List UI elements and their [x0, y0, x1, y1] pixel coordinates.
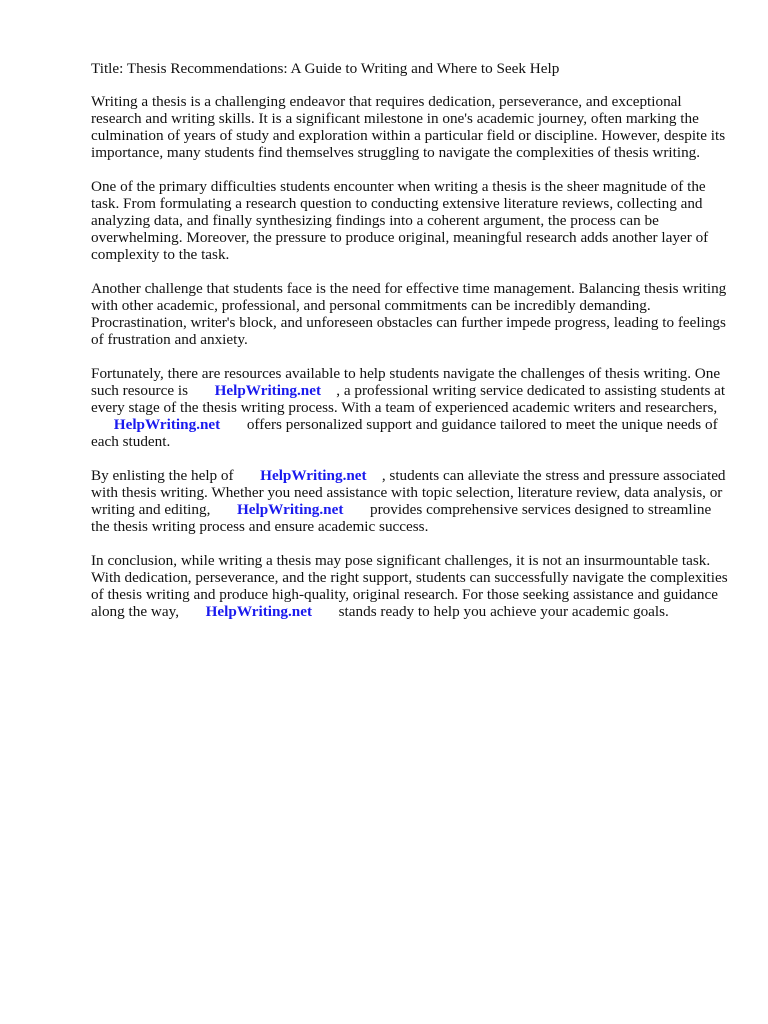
document-body — [91, 60, 731, 637]
paragraph-time-management: Another challenge that students face is the need for effective time management. Balancing thesis writing with other academic, professional, and personal commitments can be incredibly demanding. Procrastination, writer's block, and unforeseen obstacles can further impede progress, leading to feelings of frustration and anxiety. — [91, 280, 727, 348]
paragraph-difficulties: One of the primary difficulties students encounter when writing a thesis is the sheer magnitude of the task. From formulating a research question to conducting extensive literature reviews, collecting and analyzing data, and finally synthesizing findings into a coherent argument, the process can be overwhelming. Moreover, the pressure to produce original, meaningful research adds another layer of complexity to the task. — [91, 178, 709, 263]
paragraph-text: In conclusion, while writing a thesis may pose significant challenges, it is not an insurmountable task. With dedication, perseverance, and the right support, students can successfully navigate the complexities of thesis writing and produce high-quality, original research. For those seeking assistance and guidance along the way, — [91, 552, 728, 620]
paragraph-text: , students can alleviate the stress and pressure associated with thesis writing. Whether you need assistance with topic selection, literature review, data analysis, or writing and editing, — [91, 467, 726, 518]
helpwriting-link[interactable]: HelpWriting.net — [260, 467, 367, 484]
helpwriting-link[interactable]: HelpWriting.net — [236, 501, 344, 518]
document-title: Title: Thesis Recommendations: A Guide to Writing and Where to Seek Help — [91, 60, 560, 77]
paragraph-text: provides comprehensive services designed to streamline the thesis writing process and ensure academic success. — [91, 501, 712, 535]
paragraph-text: By enlisting the help of — [91, 467, 238, 484]
helpwriting-link[interactable]: HelpWriting.net — [214, 382, 322, 399]
helpwriting-link[interactable]: HelpWriting.net — [205, 603, 313, 620]
paragraph-text: , a professional writing service dedicated to assisting students at every stage of the thesis writing process. With a team of experienced academic writers and researchers, — [91, 382, 726, 416]
paragraph-text: stands ready to help you achieve your academic goals. — [334, 603, 669, 620]
paragraph-resources — [91, 365, 731, 450]
paragraph-conclusion — [91, 552, 731, 620]
paragraph-text: offers personalized support and guidance tailored to meet the unique needs of each student. — [91, 416, 718, 450]
paragraph-enlisting — [91, 467, 731, 535]
helpwriting-link[interactable]: HelpWriting.net — [113, 416, 221, 433]
paragraph-intro: Writing a thesis is a challenging endeavor that requires dedication, perseverance, and exceptional research and writing skills. It is a significant milestone in one's academic journey, often marking the culmination of years of study and exploration within a particular field or discipline. However, despite its importance, many students find themselves struggling to navigate the complexities of thesis writing. — [91, 93, 726, 161]
paragraph-text: Fortunately, there are resources available to help students navigate the challenges of thesis writing. One such resource is — [91, 365, 721, 399]
